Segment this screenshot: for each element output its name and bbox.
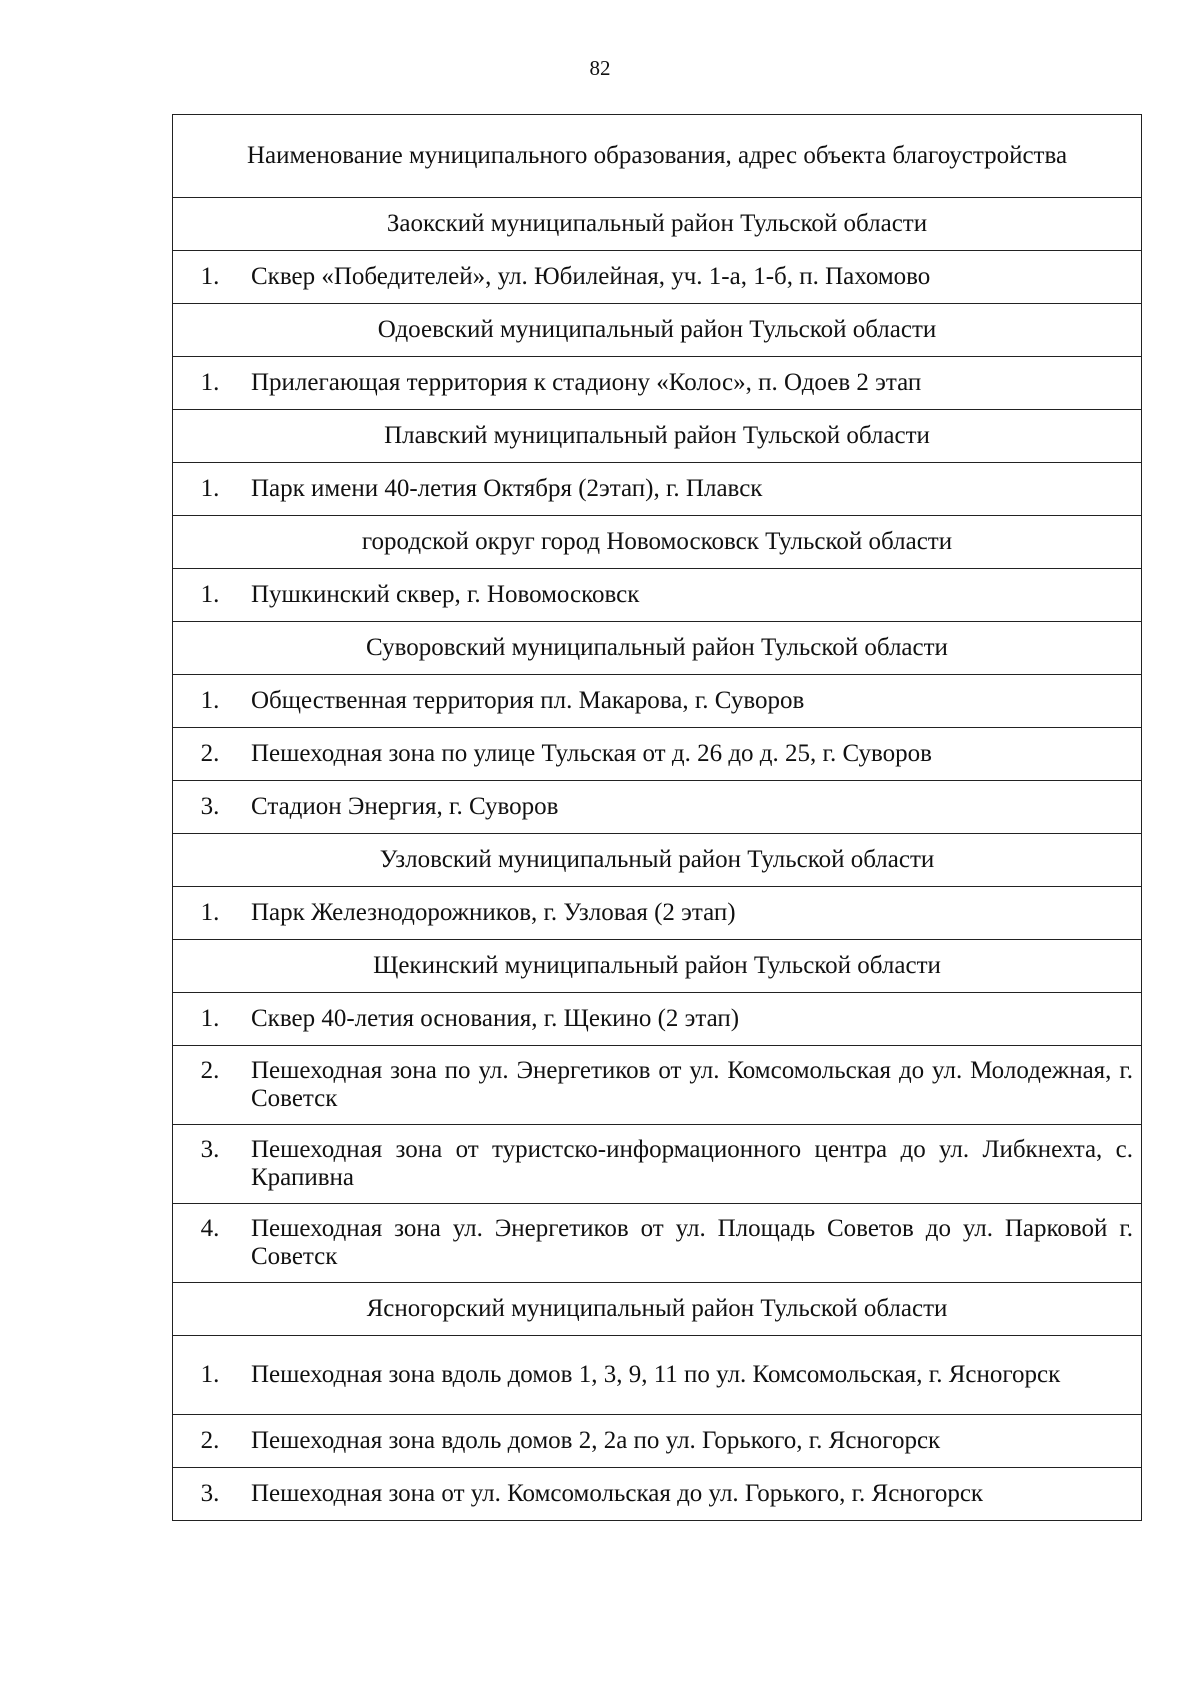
row-number: 1. xyxy=(200,687,220,714)
row-number: 1. xyxy=(200,899,220,926)
section-title-suvorovsky: Суворовский муниципальный район Тульской области xyxy=(173,622,1142,675)
row-text: Общественная территория пл. Макарова, г. Суворов xyxy=(251,687,805,714)
row-text: Пешеходная зона ул. Энергетиков от ул. Площадь Советов до ул. Парковой г. Советск xyxy=(251,1215,1133,1270)
row-text: Пешеходная зона от ул. Комсомольская до ул. Горького, г. Ясногорск xyxy=(251,1480,984,1507)
section-row xyxy=(173,834,1142,887)
row-text: Парк имени 40-летия Октября (2этап), г. Плавск xyxy=(251,475,763,502)
row-text: Стадион Энергия, г. Суворов xyxy=(251,793,559,820)
row-text: Пешеходная зона вдоль домов 1, 3, 9, 11 по ул. Комсомольская, г. Ясногорск xyxy=(251,1361,1061,1388)
section-row xyxy=(173,940,1142,993)
row-text: Прилегающая территория к стадиону «Колос», п. Одоев 2 этап xyxy=(251,369,922,396)
row-number: 1. xyxy=(200,475,220,502)
row-text: Сквер 40-летия основания, г. Щекино (2 этап) xyxy=(251,1005,740,1032)
table-row xyxy=(173,993,1142,1046)
section-title-plavsky: Плавский муниципальный район Тульской области xyxy=(173,410,1142,463)
table-row xyxy=(173,781,1142,834)
table-row xyxy=(173,569,1142,622)
section-title-novomoskovsk: городской округ город Новомосковск Тульской области xyxy=(173,516,1142,569)
row-text: Пешеходная зона вдоль домов 2, 2а по ул. Горького, г. Ясногорск xyxy=(251,1427,941,1454)
table-row xyxy=(173,1046,1142,1125)
table-row xyxy=(173,887,1142,940)
section-title-uzlovsky: Узловский муниципальный район Тульской области xyxy=(173,834,1142,887)
row-text: Пешеходная зона по ул. Энергетиков от ул. Комсомольская до ул. Молодежная, г. Советск xyxy=(251,1057,1133,1112)
row-number: 1. xyxy=(200,369,220,396)
page-number: 82 xyxy=(589,56,611,80)
row-text: Пушкинский сквер, г. Новомосковск xyxy=(251,581,640,608)
row-text: Пешеходная зона по улице Тульская от д. 26 до д. 25, г. Суворов xyxy=(251,740,932,767)
table-row xyxy=(173,1415,1142,1468)
row-number: 1. xyxy=(200,1005,220,1032)
row-text: Пешеходная зона от туристско-информационного центра до ул. Либкнехта, с. Крапивна xyxy=(251,1136,1133,1191)
row-number: 2. xyxy=(200,1057,220,1084)
table-row xyxy=(173,728,1142,781)
section-row xyxy=(173,1283,1142,1336)
table-row xyxy=(173,251,1142,304)
row-text: Сквер «Победителей», ул. Юбилейная, уч. 1-а, 1-б, п. Пахомово xyxy=(251,263,931,290)
table-header-row xyxy=(173,115,1142,198)
section-row xyxy=(173,198,1142,251)
table-row xyxy=(173,463,1142,516)
row-number: 1. xyxy=(200,263,220,290)
row-number: 3. xyxy=(200,793,220,820)
row-number: 4. xyxy=(200,1215,220,1242)
section-title-zaoksky: Заокский муниципальный район Тульской области xyxy=(173,198,1142,251)
section-title-yasnogorsky: Ясногорский муниципальный район Тульской области xyxy=(173,1283,1142,1336)
row-number: 3. xyxy=(200,1136,220,1163)
table-row xyxy=(173,1468,1142,1521)
objects-table xyxy=(172,114,1142,1521)
row-number: 2. xyxy=(200,1427,220,1454)
section-row xyxy=(173,410,1142,463)
section-row xyxy=(173,304,1142,357)
row-number: 1. xyxy=(200,1361,220,1388)
row-number: 3. xyxy=(200,1480,220,1507)
table-row xyxy=(173,357,1142,410)
row-number: 1. xyxy=(200,581,220,608)
table-row xyxy=(173,1336,1142,1415)
row-number: 2. xyxy=(200,740,220,767)
row-text: Парк Железнодорожников, г. Узловая (2 этап) xyxy=(251,899,736,926)
section-row xyxy=(173,622,1142,675)
table-row xyxy=(173,1204,1142,1283)
section-title-shchekinsky: Щекинский муниципальный район Тульской области xyxy=(173,940,1142,993)
table-row xyxy=(173,675,1142,728)
section-row xyxy=(173,516,1142,569)
section-title-odoevsky: Одоевский муниципальный район Тульской области xyxy=(173,304,1142,357)
table-row xyxy=(173,1125,1142,1204)
table-header: Наименование муниципального образования, адрес объекта благоустройства xyxy=(173,115,1142,198)
